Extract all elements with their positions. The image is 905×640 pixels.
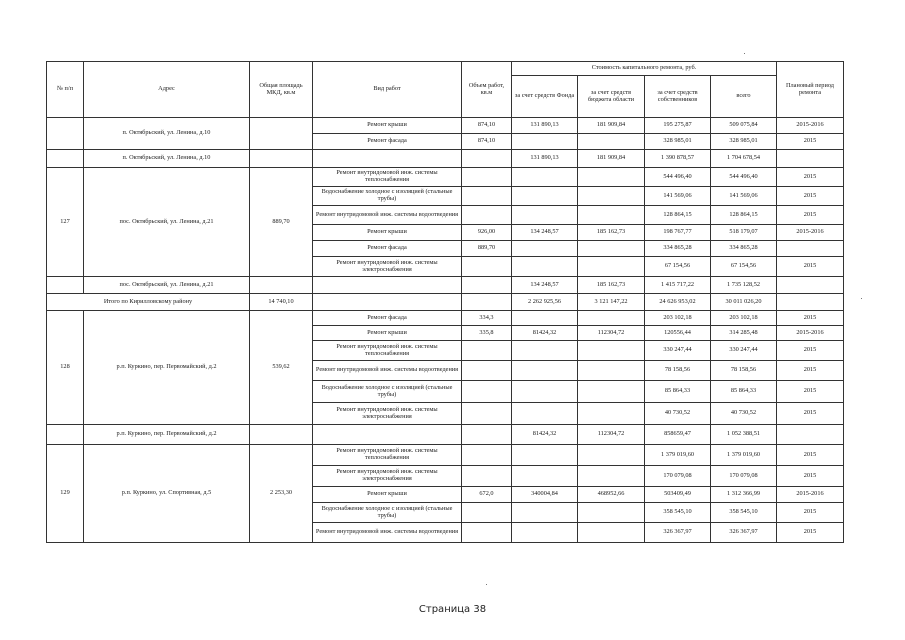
district-total-volume (462, 294, 512, 311)
district-total-work (313, 294, 462, 311)
work-type: Ремонт крыши (313, 118, 462, 134)
subtotal-label: р.п. Куркино, пер. Первомайский, д.2 (84, 425, 250, 445)
repair-period (777, 241, 844, 257)
cost-total: 330 247,44 (711, 341, 777, 361)
row-area: 539,62 (250, 311, 313, 425)
header-row-1 (47, 62, 844, 76)
row-address: пос. Октябрьский, ул. Ленина, д.21 (84, 168, 250, 277)
header-period: Плановый период ремонта (777, 62, 844, 118)
cost-total: 328 985,01 (711, 134, 777, 150)
cost-fund (512, 381, 578, 403)
repair-period: 2015 (777, 403, 844, 425)
cost-owners: 358 545,10 (645, 503, 711, 523)
cost-fund (512, 361, 578, 381)
row-area: 2 253,30 (250, 445, 313, 543)
scan-speck (744, 53, 745, 54)
cost-owners: 120556,44 (645, 326, 711, 341)
district-total-area: 14 740,10 (250, 294, 313, 311)
repair-period: 2015 (777, 206, 844, 225)
cost-total: 128 864,15 (711, 206, 777, 225)
subtotal-total: 1 052 388,51 (711, 425, 777, 445)
subtotal-period (777, 425, 844, 445)
subtotal-label: п. Октябрьский, ул. Ленина, д.10 (84, 150, 250, 168)
cost-total: 518 179,07 (711, 225, 777, 241)
cost-region (578, 503, 645, 523)
work-type: Ремонт фасада (313, 311, 462, 326)
repair-period: 2015 (777, 503, 844, 523)
table-row (47, 118, 844, 134)
row-address: р.п. Куркино, пер. Первомайский, д.2 (84, 311, 250, 425)
subtotal-owners: 1 390 878,57 (645, 150, 711, 168)
work-volume: 889,70 (462, 241, 512, 257)
row-number: 129 (47, 445, 84, 543)
repair-cost-table (46, 61, 844, 543)
header-owners: за счет средств собственников (645, 76, 711, 118)
work-volume (462, 381, 512, 403)
cost-owners: 198 767,77 (645, 225, 711, 241)
cost-fund (512, 134, 578, 150)
cost-owners: 85 864,33 (645, 381, 711, 403)
subtotal-total: 1 735 128,52 (711, 277, 777, 294)
work-type: Ремонт крыши (313, 225, 462, 241)
work-volume (462, 187, 512, 206)
cost-total: 334 865,28 (711, 241, 777, 257)
header-region: за счет средств бюджета области (578, 76, 645, 118)
work-type: Ремонт крыши (313, 326, 462, 341)
cost-fund: 134 248,57 (512, 225, 578, 241)
subtotal-period (777, 150, 844, 168)
cost-total: 314 285,48 (711, 326, 777, 341)
work-volume (462, 341, 512, 361)
header-cost: Стоимость капитального ремонта, руб. (512, 62, 777, 76)
cost-fund (512, 523, 578, 543)
work-type: Ремонт внутридомовой инж. системы водоотведения (313, 361, 462, 381)
repair-period: 2015-2016 (777, 326, 844, 341)
district-total-period (777, 294, 844, 311)
work-type: Ремонт фасада (313, 134, 462, 150)
subtotal-work (313, 277, 462, 294)
repair-period: 2015 (777, 187, 844, 206)
repair-period: 2015 (777, 466, 844, 487)
cost-region (578, 241, 645, 257)
cost-region: 468952,66 (578, 487, 645, 503)
cost-region: 181 909,84 (578, 118, 645, 134)
cost-total: 544 496,40 (711, 168, 777, 187)
header-total: всего (711, 76, 777, 118)
cost-region (578, 403, 645, 425)
work-volume: 926,00 (462, 225, 512, 241)
district-total-region: 3 121 147,22 (578, 294, 645, 311)
work-volume (462, 466, 512, 487)
subtotal-area (250, 425, 313, 445)
header-area: Общая площадь МКД, кв.м (250, 62, 313, 118)
work-type: Водоснабжение холодное с изоляцией (стальные трубы) (313, 187, 462, 206)
cost-fund (512, 403, 578, 425)
cost-owners: 326 367,97 (645, 523, 711, 543)
row-area: 889,70 (250, 168, 313, 277)
cost-owners: 544 496,40 (645, 168, 711, 187)
subtotal-num (47, 150, 84, 168)
cost-fund (512, 257, 578, 277)
cost-total: 170 079,08 (711, 466, 777, 487)
subtotal-row (47, 425, 844, 445)
header-num: № п/п (47, 62, 84, 118)
subtotal-fund: 131 890,13 (512, 150, 578, 168)
row-address: п. Октябрьский, ул. Ленина, д.10 (84, 118, 250, 150)
cost-total: 78 158,56 (711, 361, 777, 381)
subtotal-region: 185 162,73 (578, 277, 645, 294)
subtotal-fund: 134 248,57 (512, 277, 578, 294)
work-volume (462, 206, 512, 225)
subtotal-area (250, 277, 313, 294)
row-area (250, 118, 313, 150)
document-page (46, 61, 834, 543)
subtotal-row (47, 277, 844, 294)
subtotal-num (47, 425, 84, 445)
work-volume: 334,3 (462, 311, 512, 326)
repair-period: 2015-2016 (777, 118, 844, 134)
subtotal-total: 1 704 678,54 (711, 150, 777, 168)
cost-owners: 128 864,15 (645, 206, 711, 225)
cost-region (578, 187, 645, 206)
work-type: Водоснабжение холодное с изоляцией (стальные трубы) (313, 503, 462, 523)
cost-total: 326 367,97 (711, 523, 777, 543)
subtotal-work (313, 425, 462, 445)
header-volume: Объем работ, кв.м (462, 62, 512, 118)
header-fund: за счет средств Фонда (512, 76, 578, 118)
cost-fund (512, 187, 578, 206)
work-volume (462, 403, 512, 425)
work-volume (462, 503, 512, 523)
cost-total: 509 075,84 (711, 118, 777, 134)
subtotal-volume (462, 277, 512, 294)
cost-owners: 78 158,56 (645, 361, 711, 381)
cost-region (578, 381, 645, 403)
table-row (47, 445, 844, 466)
repair-period: 2015 (777, 168, 844, 187)
cost-region (578, 466, 645, 487)
cost-fund (512, 445, 578, 466)
cost-region (578, 134, 645, 150)
work-type: Ремонт крыши (313, 487, 462, 503)
repair-period: 2015 (777, 257, 844, 277)
header-address: Адрес (84, 62, 250, 118)
cost-owners: 1 379 019,60 (645, 445, 711, 466)
scan-speck (486, 584, 487, 585)
cost-owners: 170 079,08 (645, 466, 711, 487)
cost-owners: 67 154,56 (645, 257, 711, 277)
district-total-row (47, 294, 844, 311)
subtotal-area (250, 150, 313, 168)
work-type: Ремонт внутридомовой инж. системы электроснабжения (313, 257, 462, 277)
cost-owners: 328 985,01 (645, 134, 711, 150)
page-number: Страница 38 (418, 604, 487, 615)
repair-period: 2015-2016 (777, 487, 844, 503)
work-type: Ремонт фасада (313, 241, 462, 257)
work-type: Ремонт внутридомовой инж. системы теплоснабжения (313, 445, 462, 466)
district-total-owners: 24 626 953,02 (645, 294, 711, 311)
row-number (47, 118, 84, 150)
cost-fund (512, 341, 578, 361)
cost-total: 85 864,33 (711, 381, 777, 403)
cost-total: 141 569,06 (711, 187, 777, 206)
cost-region (578, 523, 645, 543)
cost-region: 112304,72 (578, 326, 645, 341)
work-volume (462, 168, 512, 187)
scan-speck (861, 298, 862, 299)
cost-fund (512, 311, 578, 326)
cost-owners: 40 730,52 (645, 403, 711, 425)
row-address: р.п. Куркино, ул. Спортивная, д.5 (84, 445, 250, 543)
cost-total: 1 379 019,60 (711, 445, 777, 466)
work-type: Ремонт внутридомовой инж. системы теплоснабжения (313, 341, 462, 361)
subtotal-region: 181 909,84 (578, 150, 645, 168)
work-volume: 874,10 (462, 118, 512, 134)
cost-fund (512, 466, 578, 487)
cost-region (578, 311, 645, 326)
cost-fund: 340004,84 (512, 487, 578, 503)
cost-region: 185 162,73 (578, 225, 645, 241)
cost-region (578, 445, 645, 466)
work-type: Ремонт внутридомовой инж. системы теплоснабжения (313, 168, 462, 187)
cost-owners: 195 275,87 (645, 118, 711, 134)
work-volume (462, 523, 512, 543)
work-volume (462, 257, 512, 277)
header-work: Вид работ (313, 62, 462, 118)
subtotal-volume (462, 425, 512, 445)
subtotal-volume (462, 150, 512, 168)
subtotal-fund: 81424,32 (512, 425, 578, 445)
work-type: Ремонт внутридомовой инж. системы водоотведения (313, 206, 462, 225)
cost-fund (512, 206, 578, 225)
work-volume (462, 361, 512, 381)
district-total-label: Итого по Кирилловскому району (47, 294, 250, 311)
table-row (47, 168, 844, 187)
work-volume: 672,0 (462, 487, 512, 503)
cost-region (578, 168, 645, 187)
table-row (47, 311, 844, 326)
repair-period: 2015 (777, 311, 844, 326)
cost-total: 203 102,18 (711, 311, 777, 326)
subtotal-row (47, 150, 844, 168)
work-type: Ремонт внутридомовой инж. системы электроснабжения (313, 466, 462, 487)
cost-total: 67 154,56 (711, 257, 777, 277)
subtotal-period (777, 277, 844, 294)
repair-period: 2015 (777, 341, 844, 361)
work-volume (462, 445, 512, 466)
work-type: Ремонт внутридомовой инж. системы электроснабжения (313, 403, 462, 425)
cost-fund: 131 890,13 (512, 118, 578, 134)
cost-owners: 203 102,18 (645, 311, 711, 326)
cost-total: 1 312 366,99 (711, 487, 777, 503)
cost-region (578, 341, 645, 361)
district-total-total: 30 011 026,20 (711, 294, 777, 311)
cost-fund (512, 241, 578, 257)
cost-region (578, 361, 645, 381)
subtotal-region: 112304,72 (578, 425, 645, 445)
cost-total: 358 545,10 (711, 503, 777, 523)
cost-region (578, 206, 645, 225)
work-type: Водоснабжение холодное с изоляцией (стальные трубы) (313, 381, 462, 403)
row-number: 127 (47, 168, 84, 277)
subtotal-label: пос. Октябрьский, ул. Ленина, д.21 (84, 277, 250, 294)
cost-fund (512, 168, 578, 187)
cost-owners: 334 865,28 (645, 241, 711, 257)
cost-owners: 330 247,44 (645, 341, 711, 361)
subtotal-owners: 1 415 717,22 (645, 277, 711, 294)
cost-total: 40 730,52 (711, 403, 777, 425)
cost-region (578, 257, 645, 277)
repair-period: 2015 (777, 361, 844, 381)
repair-period: 2015 (777, 134, 844, 150)
district-total-fund: 2 262 925,56 (512, 294, 578, 311)
repair-period: 2015-2016 (777, 225, 844, 241)
work-volume: 335,8 (462, 326, 512, 341)
repair-period: 2015 (777, 445, 844, 466)
cost-fund: 81424,32 (512, 326, 578, 341)
repair-period: 2015 (777, 523, 844, 543)
subtotal-num (47, 277, 84, 294)
subtotal-work (313, 150, 462, 168)
subtotal-owners: 858659,47 (645, 425, 711, 445)
work-type: Ремонт внутридомовой инж. системы водоотведения (313, 523, 462, 543)
cost-owners: 141 569,06 (645, 187, 711, 206)
cost-fund (512, 503, 578, 523)
work-volume: 874,10 (462, 134, 512, 150)
cost-owners: 503409,49 (645, 487, 711, 503)
repair-period: 2015 (777, 381, 844, 403)
row-number: 128 (47, 311, 84, 425)
